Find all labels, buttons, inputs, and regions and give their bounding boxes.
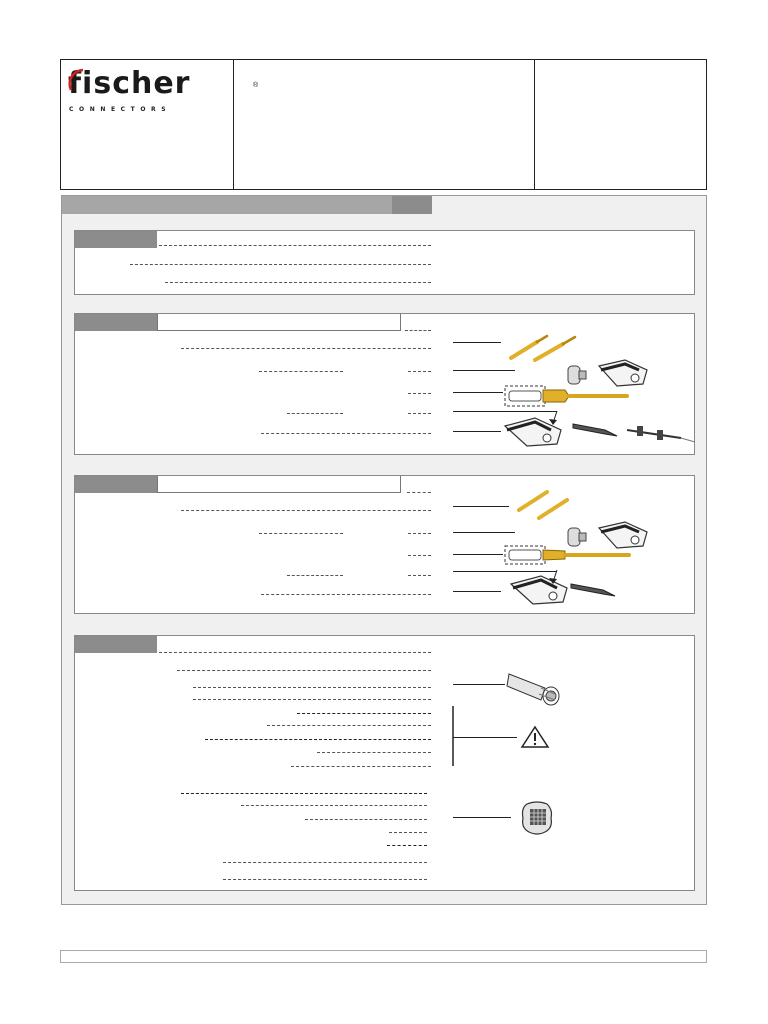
section-3-leader-3b [408,533,431,534]
document-header [60,59,707,190]
arrow-icon [549,409,569,429]
section-4-leader-5 [297,713,431,714]
section-4-leader-7 [205,739,431,740]
section-4-leader-9 [291,766,431,767]
section-2 [74,313,695,455]
section-1-tab [75,231,157,248]
section-4 [74,635,695,891]
section-4-leader-8 [317,752,431,753]
section-4-leader-12 [305,819,427,820]
fischer-logo: fischer [68,66,191,101]
section-2-callout-2 [453,370,515,371]
section-4-leader-11 [241,805,427,806]
registered-mark: ® [253,82,259,89]
contact-sockets-illustration [515,488,575,522]
section-3-callout-3 [453,554,503,555]
title-cell [234,60,535,189]
section-2-tab [75,314,157,331]
gold-socket-illustration [503,542,633,568]
insertion-tool-illustration [569,580,625,600]
section-3-callout-1 [453,506,509,507]
section-4-leader-15 [223,862,427,863]
reference-cell [535,60,706,189]
section-2-leader-2 [181,348,431,349]
section-2-callout-3 [453,392,503,393]
extraction-tool-illustration [623,422,703,446]
section-3-leader-5b [408,575,431,576]
section-4-bracket [451,706,463,770]
section-2-leader-4 [408,393,431,394]
section-2-leader-3a [259,371,343,372]
section-3-leader-3a [259,533,343,534]
section-4-leader-2 [177,670,431,671]
section-3-tab [75,476,157,493]
warning-triangle-icon [521,725,551,749]
section-1-leader-2 [130,264,431,265]
logo-tagline: CONNECTORS [69,106,172,113]
section-2-leader-5b [408,413,431,414]
section-3 [74,475,695,614]
section-2-tab-field [157,314,401,331]
logo-cell [61,60,259,189]
section-4-tab [75,636,157,653]
footer-bar [60,950,707,963]
cable-illustration [505,664,565,708]
section-1-leader-1 [159,245,431,246]
logo-arc-icon [65,66,85,96]
section-3-leader-4 [408,555,431,556]
section-2-callout-1 [453,342,501,343]
section-3-leader-1 [407,492,431,493]
section-4-leader-14 [387,845,427,846]
section-2-leader-5a [287,413,343,414]
section-4-leader-4 [193,699,431,700]
section-1 [74,230,695,295]
section-4-leader-10 [181,793,427,794]
section-3-leader-5a [287,575,343,576]
arrow-icon [549,568,569,588]
contact-pins-illustration [507,332,587,362]
section-4-callout-cable [453,684,505,685]
insertion-tool-illustration [571,420,627,440]
section-2-leader-6 [261,433,431,434]
section-3-leader-6 [261,594,431,595]
section-2-leader-3b [408,371,431,372]
section-2-callout-5 [453,431,501,432]
section-4-leader-16 [223,879,427,880]
section-1-leader-3 [165,282,431,283]
section-3-callout-2 [453,532,515,533]
section-4-leader-6 [267,725,431,726]
section-3-tab-field [157,476,401,493]
section-2-leader-1 [405,330,431,331]
crimped-contact-cross-section-illustration [519,798,559,838]
section-4-leader-3 [193,687,431,688]
section-4-leader-1 [159,652,431,653]
section-3-leader-2 [181,510,431,511]
section-4-callout-crimp [453,817,511,818]
section-3-callout-5 [453,591,501,592]
gold-contact-illustration [503,382,633,412]
main-title-bar-highlight [62,196,392,214]
section-4-callout-warning [453,737,517,738]
section-4-leader-13 [389,832,427,833]
